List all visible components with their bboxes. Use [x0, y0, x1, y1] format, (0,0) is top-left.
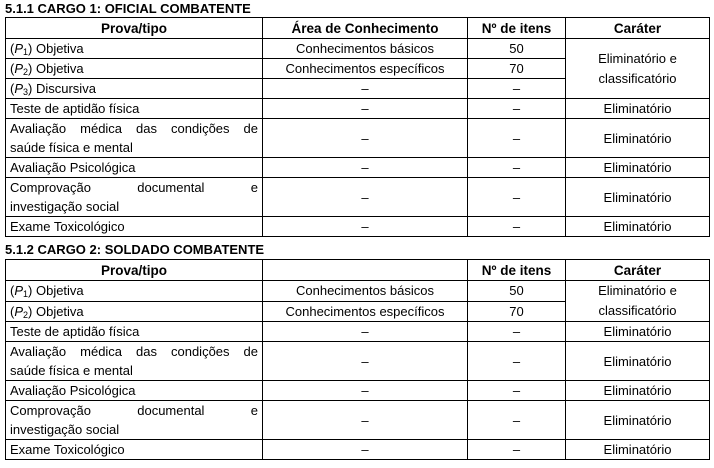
itens-cell: – — [468, 99, 566, 119]
itens-cell: – — [468, 381, 566, 401]
area-cell: Conhecimentos básicos — [263, 39, 468, 59]
area-cell: – — [263, 440, 468, 460]
prova-cell: Teste de aptidão física — [6, 99, 263, 119]
table-row — [6, 217, 710, 237]
itens-cell: – — [468, 342, 566, 381]
carater-cell: Eliminatório — [566, 119, 710, 158]
prova-cell: $(P_1)$ Objetiva — [6, 39, 263, 59]
prova-cell: Comprovação documental e investigação social — [6, 178, 263, 217]
itens-cell: – — [468, 79, 566, 99]
carater-cell: Eliminatório e classificatório — [566, 39, 710, 99]
table-cargo-2 — [5, 259, 710, 460]
prova-cell: Exame Toxicológico — [6, 217, 263, 237]
itens-cell: 50 — [468, 39, 566, 59]
itens-cell: 70 — [468, 59, 566, 79]
header-itens: Nº de itens — [468, 18, 566, 39]
carater-cell: Eliminatório — [566, 322, 710, 342]
area-cell: – — [263, 381, 468, 401]
itens-cell: – — [468, 217, 566, 237]
section-title-cargo-1: 5.1.1 CARGO 1: OFICIAL COMBATENTE — [5, 1, 251, 16]
table-row — [6, 158, 710, 178]
header-prova: Prova/tipo — [6, 260, 263, 281]
area-cell: – — [263, 401, 468, 440]
table-row — [6, 178, 710, 217]
table-row — [6, 342, 710, 381]
header-carater: Caráter — [566, 18, 710, 39]
prova-cell: $(P_2)$ Objetiva — [6, 59, 263, 79]
area-cell: – — [263, 158, 468, 178]
carater-cell: Eliminatório — [566, 401, 710, 440]
carater-cell: Eliminatório — [566, 99, 710, 119]
area-cell: Conhecimentos específicos — [263, 59, 468, 79]
area-cell: – — [263, 79, 468, 99]
table-header-row — [6, 260, 710, 281]
itens-cell: – — [468, 401, 566, 440]
table-row — [6, 381, 710, 401]
carater-cell: Eliminatório — [566, 178, 710, 217]
prova-cell: Avaliação Psicológica — [6, 381, 263, 401]
header-area: Área de Conhecimento — [263, 18, 468, 39]
table-row — [6, 119, 710, 158]
prova-cell: Avaliação Psicológica — [6, 158, 263, 178]
area-cell: Conhecimentos básicos — [263, 281, 468, 302]
carater-cell: Eliminatório — [566, 158, 710, 178]
itens-cell: – — [468, 322, 566, 342]
area-cell: – — [263, 178, 468, 217]
prova-cell: Comprovação documental e investigação social — [6, 401, 263, 440]
itens-cell: – — [468, 178, 566, 217]
table-row — [6, 322, 710, 342]
table-row — [6, 281, 710, 302]
area-cell: – — [263, 119, 468, 158]
table-cargo-1 — [5, 17, 710, 237]
table-row — [6, 39, 710, 59]
prova-cell: $(P_3)$ Discursiva — [6, 79, 263, 99]
carater-cell: Eliminatório — [566, 217, 710, 237]
area-cell: Conhecimentos específicos — [263, 301, 468, 322]
area-cell: – — [263, 99, 468, 119]
area-cell: – — [263, 342, 468, 381]
prova-cell: Avaliação médica das condições de saúde física e mental — [6, 119, 263, 158]
header-prova: Prova/tipo — [6, 18, 263, 39]
header-area — [263, 260, 468, 281]
table-header-row — [6, 18, 710, 39]
itens-cell: 70 — [468, 301, 566, 322]
carater-cell: Eliminatório — [566, 342, 710, 381]
itens-cell: – — [468, 440, 566, 460]
header-carater: Caráter — [566, 260, 710, 281]
table-row — [6, 440, 710, 460]
table-row — [6, 401, 710, 440]
prova-cell: Teste de aptidão física — [6, 322, 263, 342]
itens-cell: – — [468, 158, 566, 178]
section-title-cargo-2: 5.1.2 CARGO 2: SOLDADO COMBATENTE — [5, 242, 265, 257]
area-cell: – — [263, 322, 468, 342]
itens-cell: – — [468, 119, 566, 158]
prova-cell: $(P_1)$ Objetiva — [6, 281, 263, 302]
carater-cell: Eliminatório — [566, 440, 710, 460]
carater-cell: Eliminatório — [566, 381, 710, 401]
prova-cell: $(P_2)$ Objetiva — [6, 301, 263, 322]
carater-cell: Eliminatório e classificatório — [566, 281, 710, 322]
prova-cell: Avaliação médica das condições de saúde física e mental — [6, 342, 263, 381]
table-row — [6, 99, 710, 119]
prova-cell: Exame Toxicológico — [6, 440, 263, 460]
itens-cell: 50 — [468, 281, 566, 302]
header-itens: Nº de itens — [468, 260, 566, 281]
area-cell: – — [263, 217, 468, 237]
